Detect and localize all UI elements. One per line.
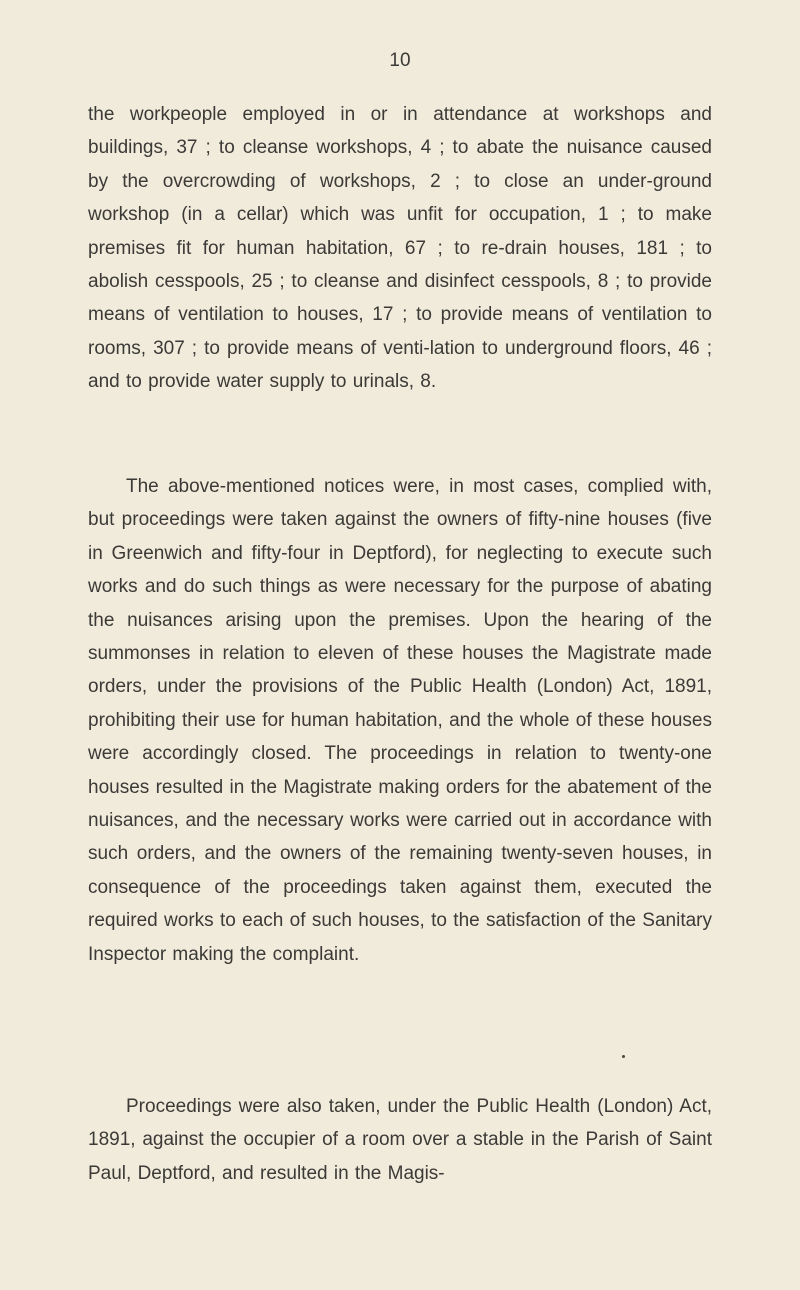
paragraph-stable-proceedings <box>88 1090 712 1190</box>
ink-speck <box>622 1055 625 1058</box>
paragraph-text: Proceedings were also taken, under the Public Health (London) Act, 1891, against the occupier of a room over a stable in the Parish of Saint Paul, Deptford, and resulted in the Magis- <box>88 1096 712 1184</box>
paragraph-text: the workpeople employed in or in attendance at workshops and buildings, 37 ; to cleanse workshops, 4 ; to abate the nuisance caused by the overcrowding of workshops, 2 ; to close an under-ground workshop (in a cellar) which was unfit for occupation, 1 ; to make premises fit for human habitation, 67 ; to re-drain houses, 181 ; to abolish cesspools, 25 ; to cleanse and disinfect cesspools, 8 ; to provide means of ventilation to houses, 17 ; to provide means of ventilation to rooms, 307 ; to provide means of venti-lation to underground floors, 46 ; and to provide water supply to urinals, 8. <box>88 104 712 393</box>
page-number: 10 <box>389 50 411 71</box>
paragraph-proceedings <box>88 470 712 971</box>
paragraph-continuation <box>88 98 712 399</box>
paragraph-text: The above-mentioned notices were, in most cases, complied with, but proceedings were taken against the owners of fifty-nine houses (five in Greenwich and fifty-four in Deptford), for neglecting to execute such works and do such things as were necessary for the purpose of abating the nuisances arising upon the premises. Upon the hearing of the summonses in relation to eleven of these houses the Magistrate made orders, under the provisions of the Public Health (London) Act, 1891, prohibiting their use for human habitation, and the whole of these houses were accordingly closed. The proceedings in relation to twenty-one houses resulted in the Magistrate making orders for the abatement of the nuisances, and the necessary works were carried out in accordance with such orders, and the owners of the remaining twenty-seven houses, in consequence of the proceedings taken against them, executed the required works to each of such houses, to the satisfaction of the Sanitary Inspector making the complaint. <box>88 476 712 965</box>
